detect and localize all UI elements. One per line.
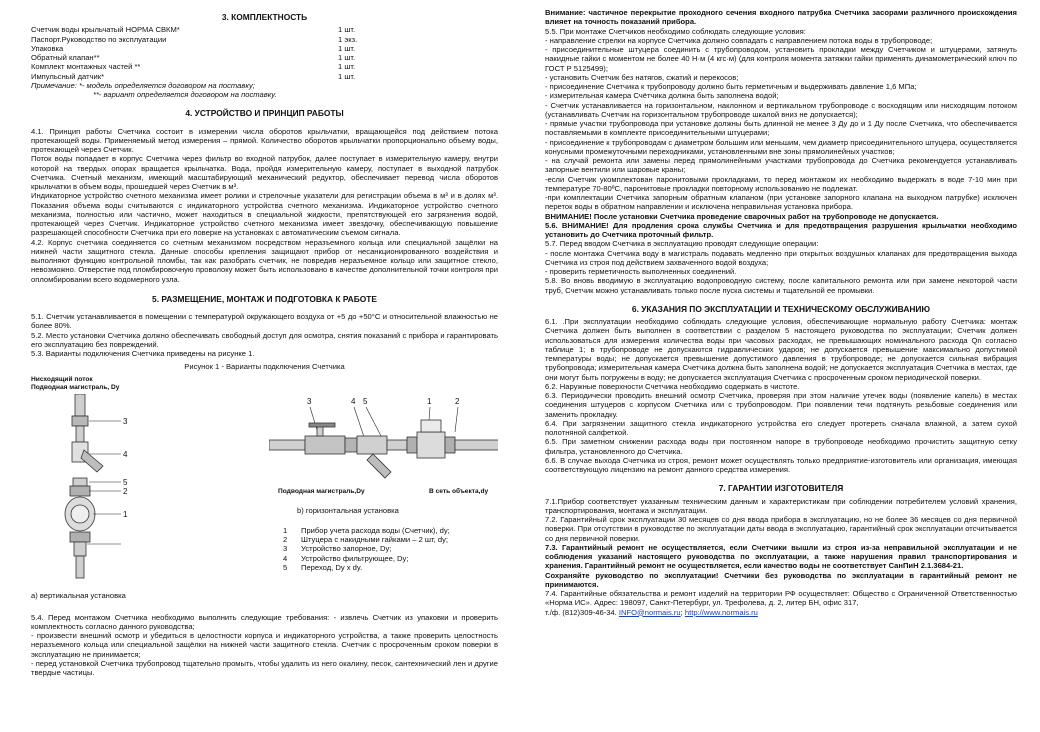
- kit-item-name: Комплект монтажных частей **: [31, 62, 141, 72]
- figure-legend: [283, 526, 450, 573]
- kit-row: [31, 62, 498, 71]
- kit-item-qty: 1 шт.: [338, 53, 356, 62]
- num-label: 4: [123, 449, 128, 459]
- legend-item: 3 Устройство запорное, Dy;: [283, 544, 392, 554]
- s5-paragraph: 5.4. Перед монтажом Счетчика необходимо выполнить следующие требования: - извлечь Счетчик из упаковки и проверить комплектность согласно данного руководства;: [31, 612, 498, 631]
- s6-paragraph: 6.3. Периодически проводить внешний осмотр Счетчика, проверяя при этом наличие утечек воды (появление капель) в местах соединения штуцеров с корпусом Счетчика или с трубопроводом. При появлении течи подтянуть резьбовые соединения или заменить прокладку.: [545, 391, 1017, 419]
- legend-item: 2 Штуцера с накидными гайками – 2 шт, dy;: [283, 534, 449, 544]
- s55-line: - присоединение Счетчика к трубопроводу должно быть герметичным и выдерживать давление 1,6 МПа;: [545, 82, 917, 91]
- s57-line: - после монтажа Счетчика воду в магистраль подавать медленно при открытых воздушных клапанах для предотвращения выхода Счетчика из строя под действием захваченного водой воздуха;: [545, 248, 1017, 267]
- num-label: 3: [123, 416, 128, 426]
- kit-note-2: **- вариант определяется договором на поставку.: [93, 90, 277, 99]
- s55-line: - присоединительные штуцера соединить с трубопроводом, установить прокладки между Счетчиком и штуцерами, затянуть накидные гайки с моментом не более 40 Н·м (4 кгс·м) (для контроля момента затяжки гайки применять динамометрический ключ по ГОСТ Р 5125499);: [545, 45, 1017, 73]
- s57-line: 5.8. Во вновь вводимую в эксплуатацию водопроводную систему, после капитального ремонта или при замене некоторой части труб, Счетчик можно устанавливать только после пуска системы и тщательной ее промывки.: [545, 276, 1017, 295]
- left-column: [31, 8, 498, 730]
- kit-item-qty: 1 шт.: [338, 25, 356, 35]
- s6-paragraph: 6.2. Наружные поверхности Счетчика необходимо содержать в чистоте.: [545, 381, 800, 391]
- s57-line: 5.7. Перед вводом Счетчика в эксплуатацию проводят следующие операции:: [545, 239, 819, 249]
- section-4-title: 4. УСТРОЙСТВО И ПРИНЦИП РАБОТЫ: [185, 108, 344, 119]
- num-label: 1: [427, 396, 432, 406]
- kit-item-qty: 1 шт.: [338, 71, 356, 81]
- kit-row: [31, 53, 498, 62]
- s55-line: - на случай ремонта или замены перед прямолинейными участками трубопровода до Счетчика рекомендуется устанавливать запорные вентили или шаровые краны;: [545, 156, 1017, 175]
- kit-item-name: Счетчик воды крыльчатый НОРМА СВКМ*: [31, 25, 180, 35]
- legend-item: 5 Переход, Dy x dy.: [283, 563, 363, 573]
- kit-item-qty: 1 шт.: [338, 43, 356, 53]
- s5-paragraph: - произвести внешний осмотр и убедиться в целостности корпуса и индикаторного устройства, а также проверить целостность неразъемного кольца или специальной защёлки на нижней части защитного стекла. Счетчик с просроченным сроком поверки в эксплуатацию не принимается;: [31, 631, 498, 659]
- horizontal-install-drawing: [269, 396, 498, 491]
- s6-paragraph: 6.6. В случае выхода Счетчика из строя, ремонт может осуществлять только предприятие-изготовитель или организация, имеющая соответствующую лицензию на ремонт данного средства измерения.: [545, 455, 1017, 474]
- kit-table: [31, 25, 498, 81]
- website-link[interactable]: http://www.normais.ru: [684, 607, 758, 617]
- s55-line: - установить Счетчик без натягов, сжатий и перекосов;: [545, 72, 739, 82]
- num-label: 2: [455, 396, 460, 406]
- right-column: [545, 8, 1017, 730]
- s55-line: -при комплектации Счетчика запорным обратным клапаном (при установке запорного клапана на выходном патрубке) исключен переток воды в обратном направлении и исключена неправильная установка прибора.: [545, 193, 1017, 212]
- s73-keep-manual: Сохраняйте руководство по эксплуатации! Счетчики без руководства по эксплуатации в гарантийный ремонт не принимаются.: [545, 570, 1017, 589]
- num-label: 3: [307, 396, 312, 406]
- s55-line: - Счетчик устанавливается на горизонтальном, наклонном и вертикальном трубопроводе с восходящим или нисходящим потоком (устанавливать Счетчик на горизонтальном трубопроводе шкалой вниз не допускается);: [545, 100, 1017, 119]
- s5-paragraph: 5.2. Место установки Счетчика должно обеспечивать свободный доступ для осмотра, снятия показаний с прибора и гарантировать его эксплуатацию без повреждений.: [31, 330, 498, 349]
- num-label: 1: [123, 509, 128, 519]
- s5-paragraph: - перед установкой Счетчика трубопровод тщательно промыть, чтобы удалить из него окалину, песок, сантехнический лен и другие твердые частицы.: [31, 658, 498, 677]
- s4-paragraph: Поток воды попадает в корпус Счетчика через фильтр во входной патрубок, далее поступает в измерительную камеру, внутри которой на твердых опорах вращается крыльчатка. Вода, пройдя измерительную камеру, поступает в выходной патрубок Счетчика. Счетный механизм, имеющий масштабирующий механический редуктор, обеспечивает перевод числа оборотов крыльчатки в объем воды, прошедшей через Счетчик в м³.: [31, 154, 498, 191]
- s55-line: - прямые участки трубопровода при установке должны быть длинной не менее 3 Ду до и 1 Ду после Счетчика, что обеспечивается поставляемыми в комплекте присоединительными штуцерами;: [545, 119, 1017, 138]
- s4-paragraph: Индикаторное устройство счетного механизма имеет ролики и стрелочные указатели для регистрации объема в м³ и в долях м³. Показания объема воды считываются с индикаторного устройства счетного механизма. Индикаторное устройство счетного механизма, полностью или частично, может находиться в специальной жидкости, препятствующей его загрязнения водой, протекающей через Счетчик. Индикаторное устройство счетного механизма имеет звездочку, обеспечивающую повышение разрешающей способности Счетчика при его поверке на установках с автоматическим съемом сигнала.: [31, 191, 498, 238]
- s5-paragraph: 5.1. Счетчик устанавливается в помещении с температурой окружающего воздуха от +5 до +50°С и относительной влажностью не более 80%.: [31, 312, 498, 331]
- email-link[interactable]: INFO@normais.ru: [618, 607, 681, 617]
- num-label: 5: [363, 396, 368, 406]
- kit-row: [31, 35, 498, 44]
- fig-b-label-network: В сеть объекта,dy: [429, 487, 489, 495]
- figure-title: Рисунок 1 - Варианты подключения Счетчика: [184, 362, 345, 372]
- s55-line: - измерительная камера Счётчика должна быть заполнена водой;: [545, 91, 779, 101]
- kit-title: 3. КОМПЛЕКТНОСТЬ: [221, 12, 308, 22]
- num-label: 2: [123, 486, 128, 496]
- s74-contacts: [545, 608, 1017, 617]
- kit-item-name: Обратный клапан**: [31, 53, 100, 62]
- filter-warning: 5.6. ВНИМАНИЕ! Для продления срока службы Счетчика и для предотвращения разрушения крыльчатки необходимо установить до Счетчика проточный фильтр.: [545, 220, 1017, 239]
- attention-note: Внимание: частичное перекрытие проходного сечения входного патрубка Счетчика засорами различного происхождения влияет на точность показаний прибора.: [545, 8, 1017, 27]
- kit-note-1: Примечание: *- модель определяется договором на поставку;: [31, 80, 255, 90]
- kit-item-name: Импульсный датчик*: [31, 71, 105, 81]
- s57-line: - проверить герметичность выполненных соединений.: [545, 267, 737, 276]
- section-7-title: 7. ГАРАНТИИ ИЗГОТОВИТЕЛЯ: [718, 483, 844, 494]
- s5-paragraph: 5.3. Варианты подключения Счетчика приведены на рисунке 1.: [31, 349, 255, 358]
- figure-1: [31, 374, 498, 609]
- fig-b-caption: b) горизонтальная установка: [297, 505, 399, 515]
- s4-paragraph: 4.1. Принцип работы Счетчика состоит в измерении числа оборотов крыльчатки, вращающейся под действием потока протекающей воды. Применяемый метод измерения – прямой. Количество оборотов крыльчатки пропорционально объему воды, протекающей через Счетчик.: [31, 126, 498, 154]
- kit-row: [31, 25, 498, 34]
- fig-b-label-main: Подводная магистраль,Dy: [278, 487, 365, 495]
- s55-line: - присоединение к трубопроводам с диаметром большим или меньшим, чем диаметр присоединительного штуцера, осуществляется конусными промежуточными переходниками, установленными вне зоны прямолинейных участков;: [545, 137, 1017, 156]
- s55-line: - направление стрелки на корпусе Счетчика должно совпадать с направлением потока воды в трубопроводе;: [545, 35, 933, 45]
- kit-item-name: Паспорт.Руководство по эксплуатации: [31, 34, 167, 44]
- s6-paragraph: 6.1. .При эксплуатации необходимо соблюдать следующие условия, обеспечивающие нормальную работу Счетчика: монтаж Счетчика должен быть выполнен в соответствии с разделом 5 настоящего руководства по эксплуатации; Счетчик должен использоваться для измерения количества воды при часовых расходах, не превышающих номинального расхода Qn согласно таблице 1; в трубопроводе не допускаются гидравлических ударов; не допускается превышение максимально допустимой температуры воды; не допускается превышение допустимого давления в трубопроводе; не допускается сильная вибрация трубопровода; измерительная камера Счетчика должна быть заполнена водой; не допускается эксплуатация Счетчика в местах, где они могут быть погружены в воду; не допускается эксплуатация Счетчика с просроченным сроком периодической поверки.: [545, 317, 1017, 382]
- kit-row: [31, 72, 498, 81]
- kit-item-name: Упаковка: [31, 43, 64, 53]
- s6-paragraph: 6.5. При заметном снижении расхода воды при постоянном напоре в трубопроводе необходимо прочистить защитную сетку фильтра, установленного до Счетчика.: [545, 437, 1017, 456]
- section-5-title: 5. РАЗМЕЩЕНИЕ, МОНТАЖ И ПОДГОТОВКА К РАБОТЕ: [152, 293, 377, 304]
- section-6-title: 6. УКАЗАНИЯ ПО ЭКСПЛУАТАЦИИ И ТЕХНИЧЕСКОМУ ОБСЛУЖИВАНИЮ: [631, 303, 931, 314]
- kit-row: [31, 44, 498, 53]
- welding-warning: ВНИМАНИЕ! После установки Счетчика проведение сварочных работ на трубопроводе не допускается.: [545, 211, 939, 221]
- fig-a-label-flow: Нисходящий поток: [31, 375, 93, 383]
- num-label: 4: [351, 396, 356, 406]
- vertical-install-drawing: [31, 394, 141, 584]
- s4-paragraph: 4.2. Корпус счетчика соединяется со счетным механизмом посредством неразъемного кольца или специальной защёлки на нижней части защитного стекла. Данные способы крепления защищают прибор от несанкционированного воздействия и выполняют функцию контрольной пломбы, так как разобрать счетчик, не повредив неразъемное кольцо или защитное стекло, невозможно. Отверстие под пломбировочную проволоку может быть использовано в качестве дополнительной точки контроля при опломбировании всего водомерного узла.: [31, 237, 498, 284]
- legend-item: 1 Прибор учета расхода воды (Счетчик), dy;: [283, 525, 450, 535]
- num-label: 5: [123, 477, 128, 487]
- s73-paragraph: 7.3. Гарантийный ремонт не осуществляется, если Счетчики вышли из строя из-за неправильной эксплуатации и не соблюдения указаний настоящего руководства по эксплуатации, а также нарушения правил транспортирования и хранения. Гарантийный ремонт не осуществляется, если качество воды не соответствует СанПиН 2.1.3684-21.: [545, 542, 1017, 571]
- s6-paragraph: 6.4. При загрязнении защитного стекла индикаторного устройства его следует протереть сначала влажной, а затем сухой полотняной салфеткой.: [545, 418, 1017, 437]
- s7-paragraph: 7.2. Гарантийный срок эксплуатации 30 месяцев со дня ввода прибора в эксплуатацию, но не более 36 месяцев со дня первичной поверки. При отсутствии в руководстве по эксплуатации даты ввода в эксплуатацию, гарантийный срок эксплуатации отсчитывается со дня первичной поверки.: [545, 515, 1017, 543]
- kit-item-qty: 1 экз.: [338, 34, 358, 44]
- kit-item-qty: 1 шт.: [338, 62, 356, 72]
- s7-paragraph: 7.1.Прибор соответствует указанным техническим данным и характеристикам при соблюдении потребителем условий хранения, транспортирования, монтажа и эксплуатации.: [545, 496, 1017, 515]
- phone-text: т./ф. (812)309-46-34.: [545, 607, 617, 617]
- fig-a-label-main: Подводная магистраль, Dy: [31, 383, 120, 391]
- s55-line: 5.5. При монтаже Счетчиков необходимо соблюдать следующие условия:: [545, 26, 806, 36]
- s55-line: -если Счетчик укомплектован паронитовыми прокладками, то перед монтажом их необходимо выдержать в воде 7-10 мин при температуре 70-80ºС, паронитовые прокладки повторному использованию не подлежат.: [545, 174, 1017, 193]
- legend-item: 4 Устройство фильтрующее, Dy;: [283, 553, 409, 563]
- link-separator: ;: [680, 607, 683, 617]
- s74-paragraph: 7.4. Гарантийные обязательства и ремонт изделий на территории РФ осуществляет: Общество с Ограниченной Ответственностью «Норма ИС». Адрес: 198097, Санкт-Петербург, ул. Трефолева, д. 2, литер БН, офис 317,: [545, 589, 1017, 608]
- fig-a-caption: а) вертикальная установка: [31, 590, 126, 600]
